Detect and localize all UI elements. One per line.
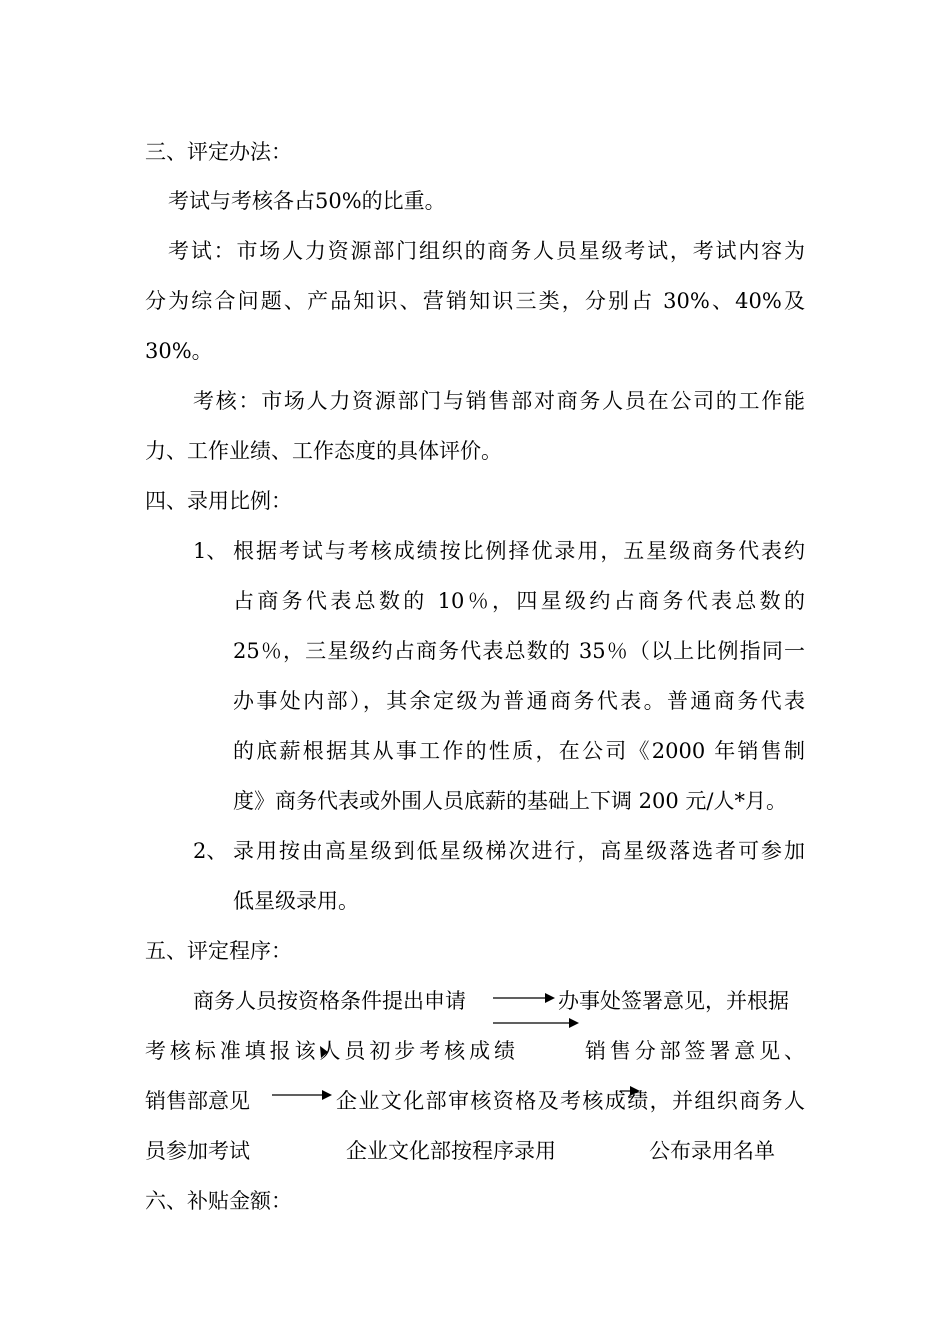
section3-para2-line2: 分为综合问题、产品知识、营销知识三类，分别占 30%、40%及 [145, 289, 805, 313]
section3-para2-line1: 考试：市场人力资源部门组织的商务人员星级考试，考试内容为 [168, 239, 805, 263]
flow-step-branch: 销售分部签署意见、 [585, 1039, 805, 1063]
section4-heading: 四、录用比例： [145, 489, 292, 513]
section3-para1: 考试与考核各占50%的比重。 [168, 189, 446, 213]
flow-step-office: 办事处签署意见，并根据 [558, 989, 789, 1013]
arrow-right-icon [272, 1089, 332, 1101]
section3-para3-line1: 考核：市场人力资源部门与销售部对商务人员在公司的工作能 [193, 389, 805, 413]
item1-line4: 办事处内部），其余定级为普通商务代表。普通商务代表 [233, 689, 805, 713]
flow-step-apply: 商务人员按资格条件提出申请 [193, 989, 466, 1013]
section3-para3-line2: 力、工作业绩、工作态度的具体评价。 [145, 439, 502, 463]
item1-line6: 度》商务代表或外围人员底薪的基础上下调 200 元/人*月。 [233, 789, 788, 813]
item1-line3: 25％，三星级约占商务代表总数的 35％（以上比例指同一 [233, 639, 805, 663]
section3-para2-line3: 30%。 [145, 339, 213, 363]
flow-step-publish: 公布录用名单 [649, 1139, 775, 1163]
flow-step-assessment: 考核标准填报该人员初步考核成绩 [145, 1039, 515, 1063]
section6-heading: 六、补贴金额： [145, 1189, 292, 1213]
arrow-right-icon [493, 992, 555, 1004]
item1-line1: 根据考试与考核成绩按比例择优录用，五星级商务代表约 [233, 539, 805, 563]
item1-number: 1、 [193, 539, 228, 563]
section5-heading: 五、评定程序： [145, 939, 292, 963]
flow-step-hire: 企业文化部按程序录用 [346, 1139, 556, 1163]
flow-step-exam: 员参加考试 [145, 1139, 250, 1163]
item1-line2: 占商务代表总数的 10％，四星级约占商务代表总数的 [233, 589, 805, 613]
section3-heading: 三、评定办法： [145, 140, 292, 164]
item2-line1: 录用按由高星级到低星级梯次进行，高星级落选者可参加 [233, 839, 805, 863]
item1-line5: 的底薪根据其从事工作的性质，在公司《2000 年销售制 [233, 739, 805, 763]
item2-line2: 低星级录用。 [233, 889, 359, 913]
arrow-right-icon [493, 1017, 579, 1029]
item2-number: 2、 [193, 839, 228, 863]
flow-step-sales-dept: 销售部意见 [145, 1089, 250, 1113]
flow-step-culture-review: 企业文化部审核资格及考核成绩，并组织商务人 [336, 1089, 805, 1113]
